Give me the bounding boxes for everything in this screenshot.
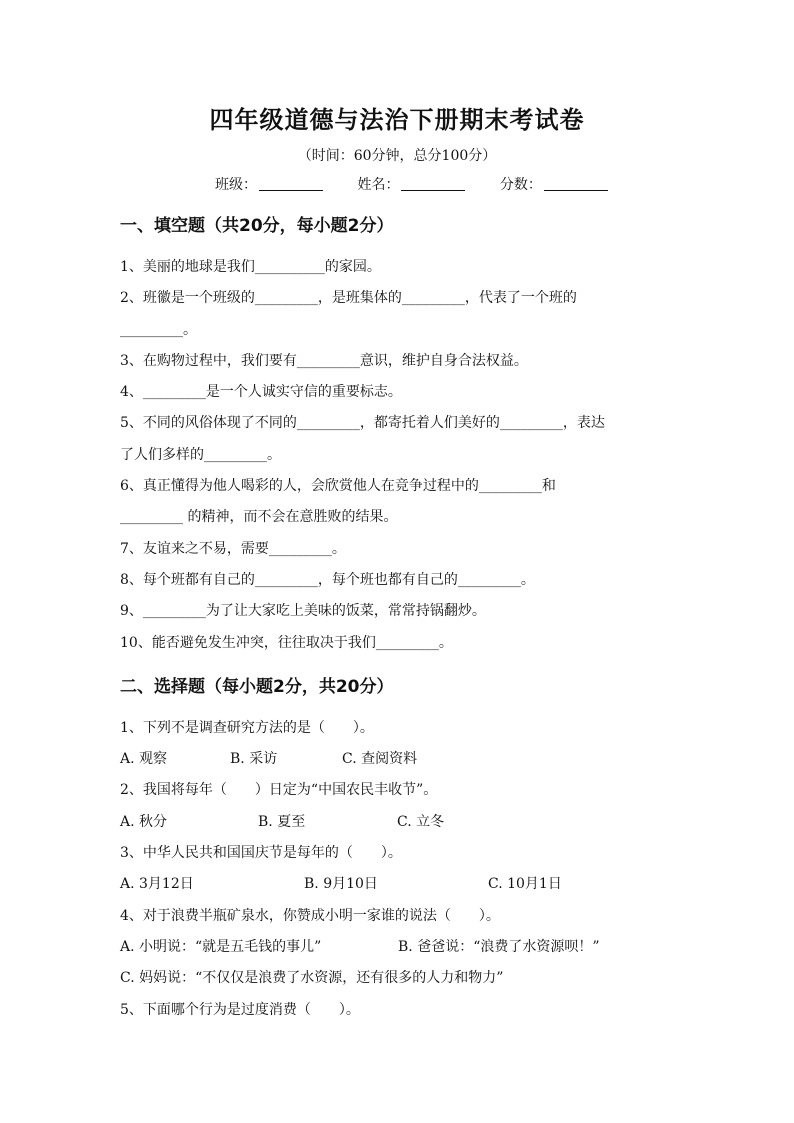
- option-c: C. 10月1日: [488, 876, 562, 893]
- exam-content: [120, 210, 680, 1026]
- question-line: 9、_________为了让大家吃上美味的饭菜，常常持锅翻炒。: [120, 603, 486, 620]
- question-line: _________。: [120, 321, 197, 338]
- question-1: 1、下列不是调查研究方法的是（ ）。: [120, 719, 374, 736]
- question-line: 7、友谊来之不易，需要_________。: [120, 540, 346, 557]
- option-a: A. 观察: [120, 751, 168, 768]
- option-c: C. 妈妈说：“不仅仅是浪费了水资源，还有很多的人力和物力”: [120, 970, 504, 987]
- score-field: [500, 174, 608, 194]
- option-c: C. 立冬: [397, 813, 445, 830]
- student-info-row: [215, 174, 638, 194]
- question-line: 3、在购物过程中，我们要有_________意识，维护自身合法权益。: [120, 352, 528, 369]
- question-2-options: [120, 807, 680, 838]
- question-line: 6、真正懂得为他人喝彩的人，会欣赏他人在竞争过程中的_________和: [120, 478, 556, 495]
- class-field: [215, 174, 323, 194]
- section-fill-in-title: 一、填空题（共20分，每小题2分）: [120, 216, 394, 236]
- name-blank: [401, 176, 465, 191]
- score-label: 分数：: [499, 177, 542, 193]
- question-line: _________ 的精神，而不会在意胜败的结果。: [120, 509, 398, 526]
- question-5: 5、下面哪个行为是过度消费（ ）。: [120, 1001, 360, 1018]
- option-b: B. 9月10日: [304, 876, 378, 893]
- score-blank: [544, 176, 608, 191]
- question-line: 2、班徽是一个班级的_________，是班集体的_________，代表了一个班的: [120, 290, 577, 307]
- option-a: A. 小明说：“就是五毛钱的事儿”: [120, 938, 322, 955]
- option-a: A. 3月12日: [120, 876, 194, 893]
- class-label: 班级：: [215, 177, 257, 193]
- name-field: [357, 174, 465, 194]
- exam-subtitle: （时间：60分钟，总分100分）: [297, 148, 497, 164]
- section-choice-title: 二、选择题（每小题2分，共20分）: [120, 676, 394, 697]
- question-line: 8、每个班都有自己的_________，每个班也都有自己的_________。: [120, 571, 535, 588]
- class-blank: [259, 176, 323, 191]
- option-b: B. 采访: [230, 751, 278, 768]
- question-1-options: [120, 744, 680, 775]
- question-line: 1、美丽的地球是我们__________的家园。: [120, 259, 381, 275]
- question-3-options: [120, 869, 680, 900]
- option-a: A. 秋分: [120, 813, 168, 830]
- question-line: 了人们多样的_________。: [120, 446, 281, 463]
- question-line: 10、能否避免发生冲突，往往取决于我们_________。: [120, 634, 453, 651]
- option-c: C. 查阅资料: [342, 751, 418, 768]
- option-b: B. 爸爸说：“浪费了水资源呗！”: [398, 938, 600, 955]
- question-3: 3、中华人民共和国国庆节是每年的（ ）。: [120, 845, 402, 862]
- question-line: 4、_________是一个人诚实守信的重要标志。: [120, 384, 402, 401]
- question-2: 2、我国将每年（ ）日定为“中国农民丰收节”。: [120, 782, 438, 799]
- question-4-options: [120, 932, 680, 963]
- name-label: 姓名：: [357, 177, 400, 193]
- question-line: 5、不同的风俗体现了不同的_________，都寄托着人们美好的_________，表达: [120, 415, 605, 432]
- option-b: B. 夏至: [258, 813, 306, 830]
- question-4: 4、对于浪费半瓶矿泉水，你赞成小明一家谁的说法（ ）。: [120, 907, 500, 924]
- page-title: 四年级道德与法治下册期末考试卷: [209, 106, 585, 134]
